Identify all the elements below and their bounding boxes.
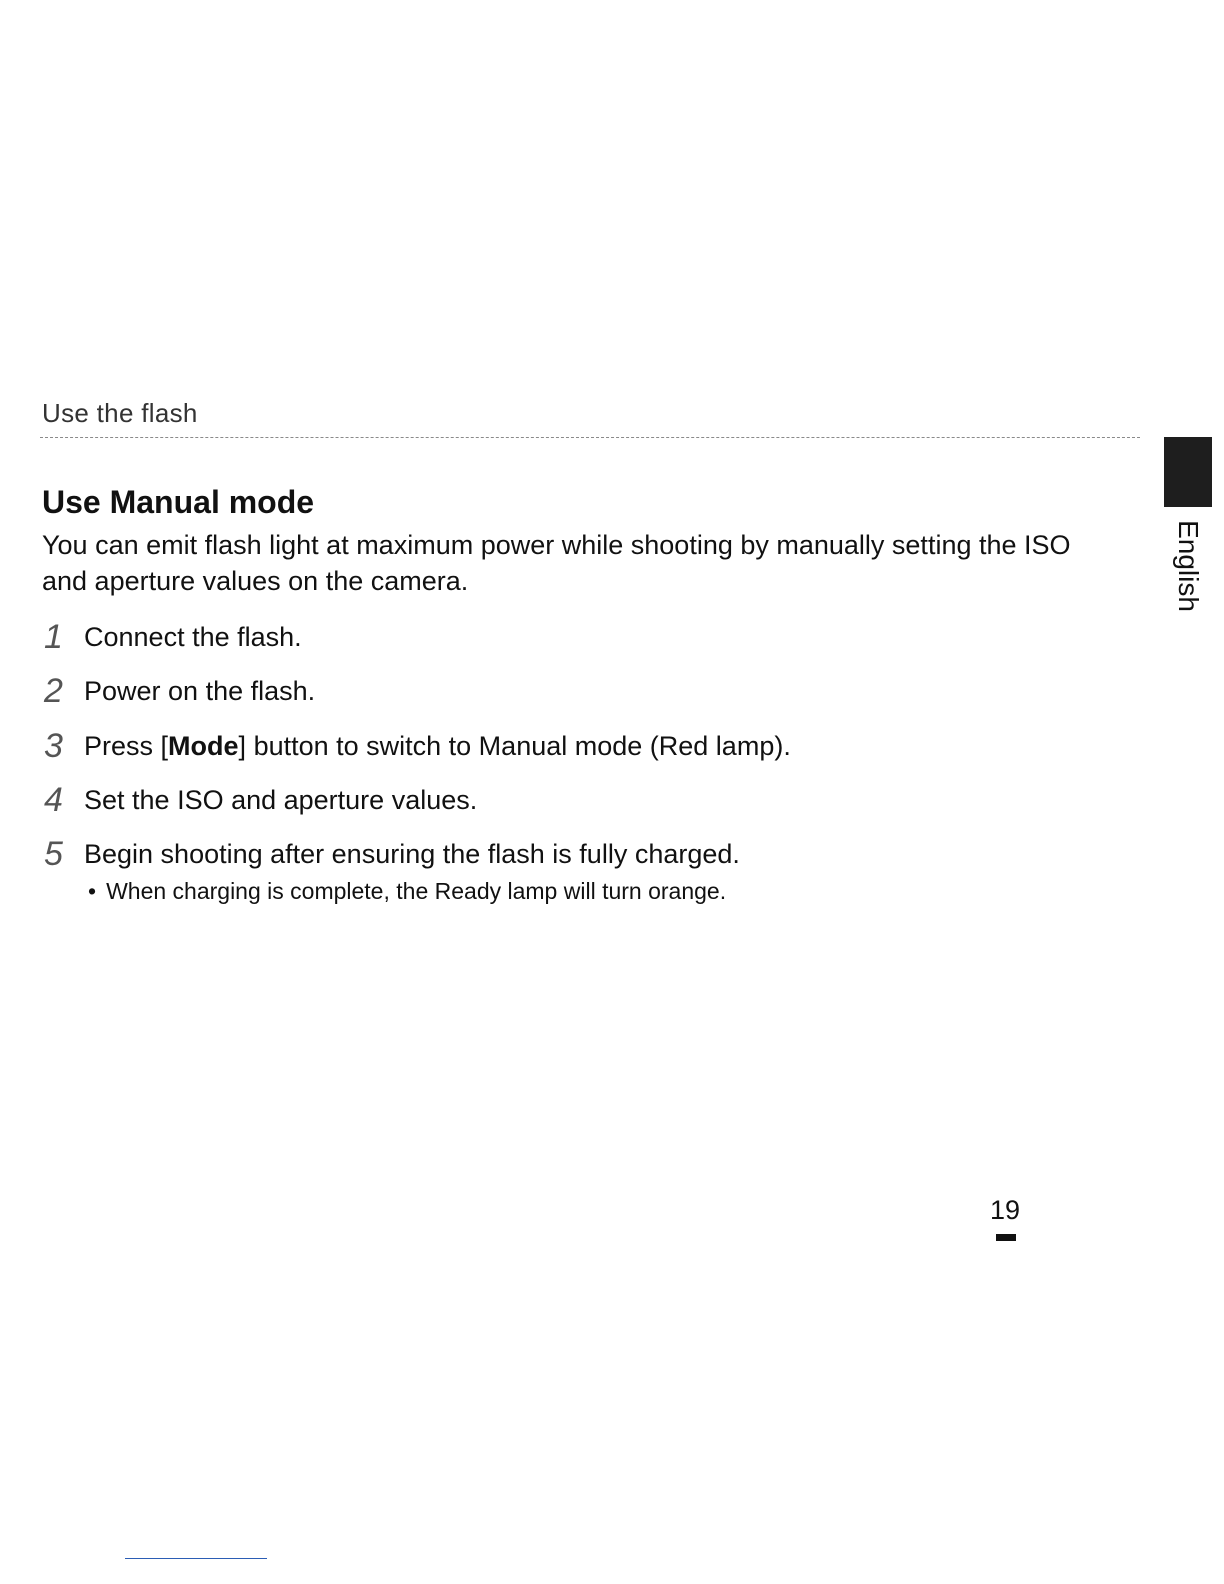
footer-line [125, 1558, 267, 1559]
step-text: Begin shooting after ensuring the flash is fully charged. [84, 839, 740, 869]
page-number: 19 [990, 1195, 1021, 1225]
note-text: When charging is complete, the Ready lamp will turn orange. [106, 878, 727, 904]
step-text-prefix: Press [84, 731, 161, 761]
language-label: English [1173, 520, 1204, 612]
intro-line-2: and aperture values on the camera. [42, 566, 469, 596]
note-bullet [88, 878, 726, 905]
step-text-suffix: button to switch to Manual mode (Red lamp). [246, 731, 791, 761]
step-number: 4 [44, 781, 63, 819]
intro-paragraph [42, 527, 1122, 599]
bracket-open: [ [160, 731, 169, 761]
bullet-icon: • [88, 878, 97, 904]
page-number-mark [996, 1234, 1016, 1241]
step-number: 2 [44, 672, 63, 710]
step-text [84, 731, 791, 762]
mode-button-label: Mode [168, 731, 239, 761]
intro-line-1: You can emit flash light at maximum power while shooting by manually setting the ISO [42, 530, 1071, 560]
section-header: Use the flash [42, 398, 198, 428]
step-text: Power on the flash. [84, 676, 316, 706]
page-title: Use Manual mode [42, 484, 315, 520]
step-text: Set the ISO and aperture values. [84, 785, 478, 815]
bracket-close: ] [238, 731, 247, 761]
step-number: 3 [44, 727, 63, 765]
step-number: 5 [44, 835, 63, 873]
step-text: Connect the flash. [84, 622, 302, 652]
header-divider [40, 437, 1140, 438]
language-tab-marker [1164, 437, 1212, 507]
step-number: 1 [44, 618, 63, 656]
